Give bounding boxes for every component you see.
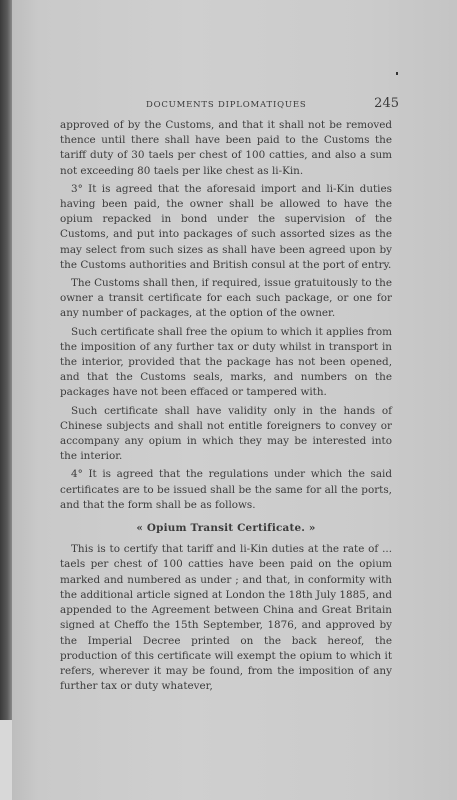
certificate-paragraph: This is to certify that tariff and li-Kin duties at the rate of ... taels per chest of 100 catties have been paid on the opium marked and numbered as under ; and that, in conformity with the additional article signed at London the 18th July 1885, and appended to the Agreement between China and Great Britain signed at Cheffo the 15th September, 1876, and approved by the Imperial Decree printed on the back hereof, the production of this certificate will exempt the opium to which it refers, wherever it may be found, from the imposition of any further tax or duty whatever,	[60, 543, 392, 693]
paragraph: approved of by the Customs, and that it shall not be removed thence until there shall have been paid to the Customs the tariff duty of 30 taels per chest of 100 catties, and also a sum not exceeding 80 taels per like chest as li-Kin.	[60, 119, 392, 177]
body-text	[60, 118, 392, 697]
ink-speck	[396, 72, 398, 75]
paragraph: 3° It is agreed that the aforesaid import and li-Kin duties having been paid, the owner shall be allowed to have the opium repacked in bond under the supervision of the Customs, and put into packages of such assorted sizes as the may select from such sizes as shall have been agreed upon by the Customs authorities and British consul at the port of entry.	[60, 182, 392, 271]
paragraph: Such certificate shall have validity only in the hands of Chinese subjects and shall not entitle foreigners to convey or accompany any opium in which they may be interested into the interior.	[60, 404, 392, 463]
certificate-heading: « Opium Transit Certificate. »	[136, 522, 316, 535]
paragraph: Such certificate shall free the opium to which it applies from the imposition of any further tax or duty whilst in transport in the interior, provided that the package has not been opened, and that the Customs seals, marks, and numbers on the packages have not been effaced or tampered with.	[60, 325, 392, 399]
running-title: DOCUMENTS DIPLOMATIQUES	[146, 100, 307, 110]
paragraph: The Customs shall then, if required, issue gratuitously to the owner a transit certificate for each such package, or one for any number of packages, at the option of the owner.	[60, 277, 392, 320]
book-spine-shadow	[0, 0, 12, 720]
paragraph: 4° It is agreed that the regulations under which the said certificates are to be issued shall be the same for all the ports, and that the form shall be as follows.	[60, 468, 392, 511]
page-edge	[0, 720, 12, 800]
page-header	[146, 96, 399, 112]
page-number: 245	[374, 96, 399, 111]
